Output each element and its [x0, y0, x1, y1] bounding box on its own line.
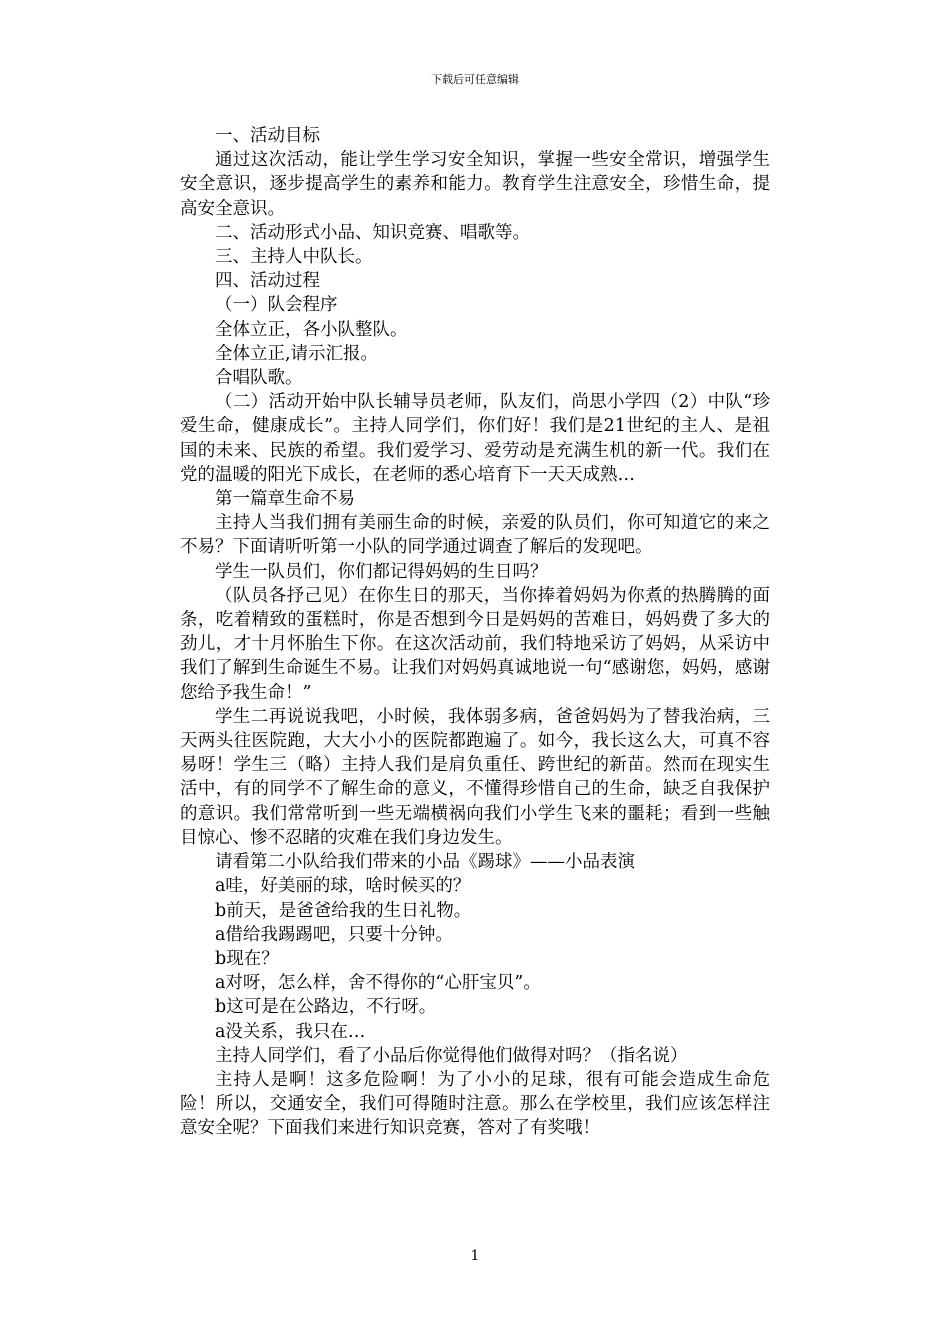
section-heading: 四、活动过程 [215, 271, 320, 292]
paragraph: 全体立正,请示汇报。 [215, 343, 379, 364]
subsection-heading: （一）队会程序 [215, 295, 338, 316]
section-heading: 三、主持人中队长。 [215, 247, 373, 268]
paragraph: 请看第二小队给我们带来的小品《踢球》——小品表演 [215, 852, 635, 873]
paragraph: 通过这次活动，能让学生学习安全知识，掌握一些安全常识，增强学生安全意识，逐步提高学生的素养和能力。教育学生注意安全，珍惜生命，提高安全意识。 [180, 150, 770, 219]
dialogue-line: a没关系，我只在… [215, 1021, 366, 1042]
dialogue-line: a哇，好美丽的球，啥时候买的？ [215, 876, 471, 897]
section-heading: 一、活动目标 [215, 126, 320, 146]
paragraph: （二）活动开始中队长辅导员老师，队友们，尚思小学四（2）中队“珍爱生命，健康成长”。主持人同学们，你们好！我们是21世纪的主人、是祖国的未来、民族的希望。我们爱学习、爱劳动是充满生机的新一代。我们在党的温暖的阳光下成长，在老师的悉心培育下一天天成熟… [180, 392, 770, 485]
page-number: 1 [470, 1248, 480, 1264]
dialogue-line: b前天，是爸爸给我的生日礼物。 [215, 900, 472, 921]
section-heading: 二、活动形式小品、知识竞赛、唱歌等。 [215, 222, 530, 243]
paragraph: 全体立正，各小队整队。 [215, 319, 408, 340]
page-header: 下载后可任意编辑 [431, 73, 519, 86]
document-body [180, 124, 770, 1141]
paragraph: 学生一队员们，你们都记得妈妈的生日吗？ [215, 561, 548, 582]
chapter-heading: 第一篇章生命不易 [215, 489, 355, 510]
paragraph: 主持人是啊！这多危险啊！为了小小的足球，很有可能会造成生命危险！所以，交通安全，我们可得随时注意。那么在学校里，我们应该怎样注意安全呢？下面我们来进行知识竞赛，答对了有奖哦！ [180, 1069, 770, 1139]
dialogue-line: a对呀，怎么样，舍不得你的“心肝宝贝”。 [215, 973, 541, 994]
paragraph: 主持人同学们，看了小品后你觉得他们做得对吗？（指名说） [215, 1045, 688, 1066]
paragraph: 合唱队歌。 [215, 368, 303, 389]
dialogue-line: a借给我踢踢吧，只要十分钟。 [215, 924, 453, 945]
paragraph: 学生二再说说我吧，小时候，我体弱多病，爸爸妈妈为了替我治病，三天两头往医院跑，大大小小的医院都跑遍了。如今，我长这么大，可真不容易呀！学生三（略）主持人我们是肩负重任、跨世纪的新苗。然而在现实生活中，有的同学不了解生命的意义，不懂得珍惜自己的生命，缺乏自我保护的意识。我们常常听到一些无端横祸向我们小学生飞来的噩耗；看到一些触目惊心、惨不忍睹的灾难在我们身边发生。 [180, 706, 770, 848]
dialogue-line: b这可是在公路边，不行呀。 [215, 997, 437, 1018]
paragraph: （队员各抒己见）在你生日的那天，当你捧着妈妈为你煮的热腾腾的面条，吃着精致的蛋糕时，你是否想到今日是妈妈的苦难日，妈妈费了多大的劲儿，才十月怀胎生下你。在这次活动前，我们特地采访了妈妈，从采访中我们了解到生命诞生不易。让我们对妈妈真诚地说一句“感谢您，妈妈，感谢您给予我生命！” [180, 585, 770, 703]
dialogue-line: b现在？ [215, 948, 279, 969]
paragraph: 主持人当我们拥有美丽生命的时候，亲爱的队员们，你可知道它的来之不易？下面请听听第一小队的同学通过调查了解后的发现吧。 [180, 513, 770, 558]
